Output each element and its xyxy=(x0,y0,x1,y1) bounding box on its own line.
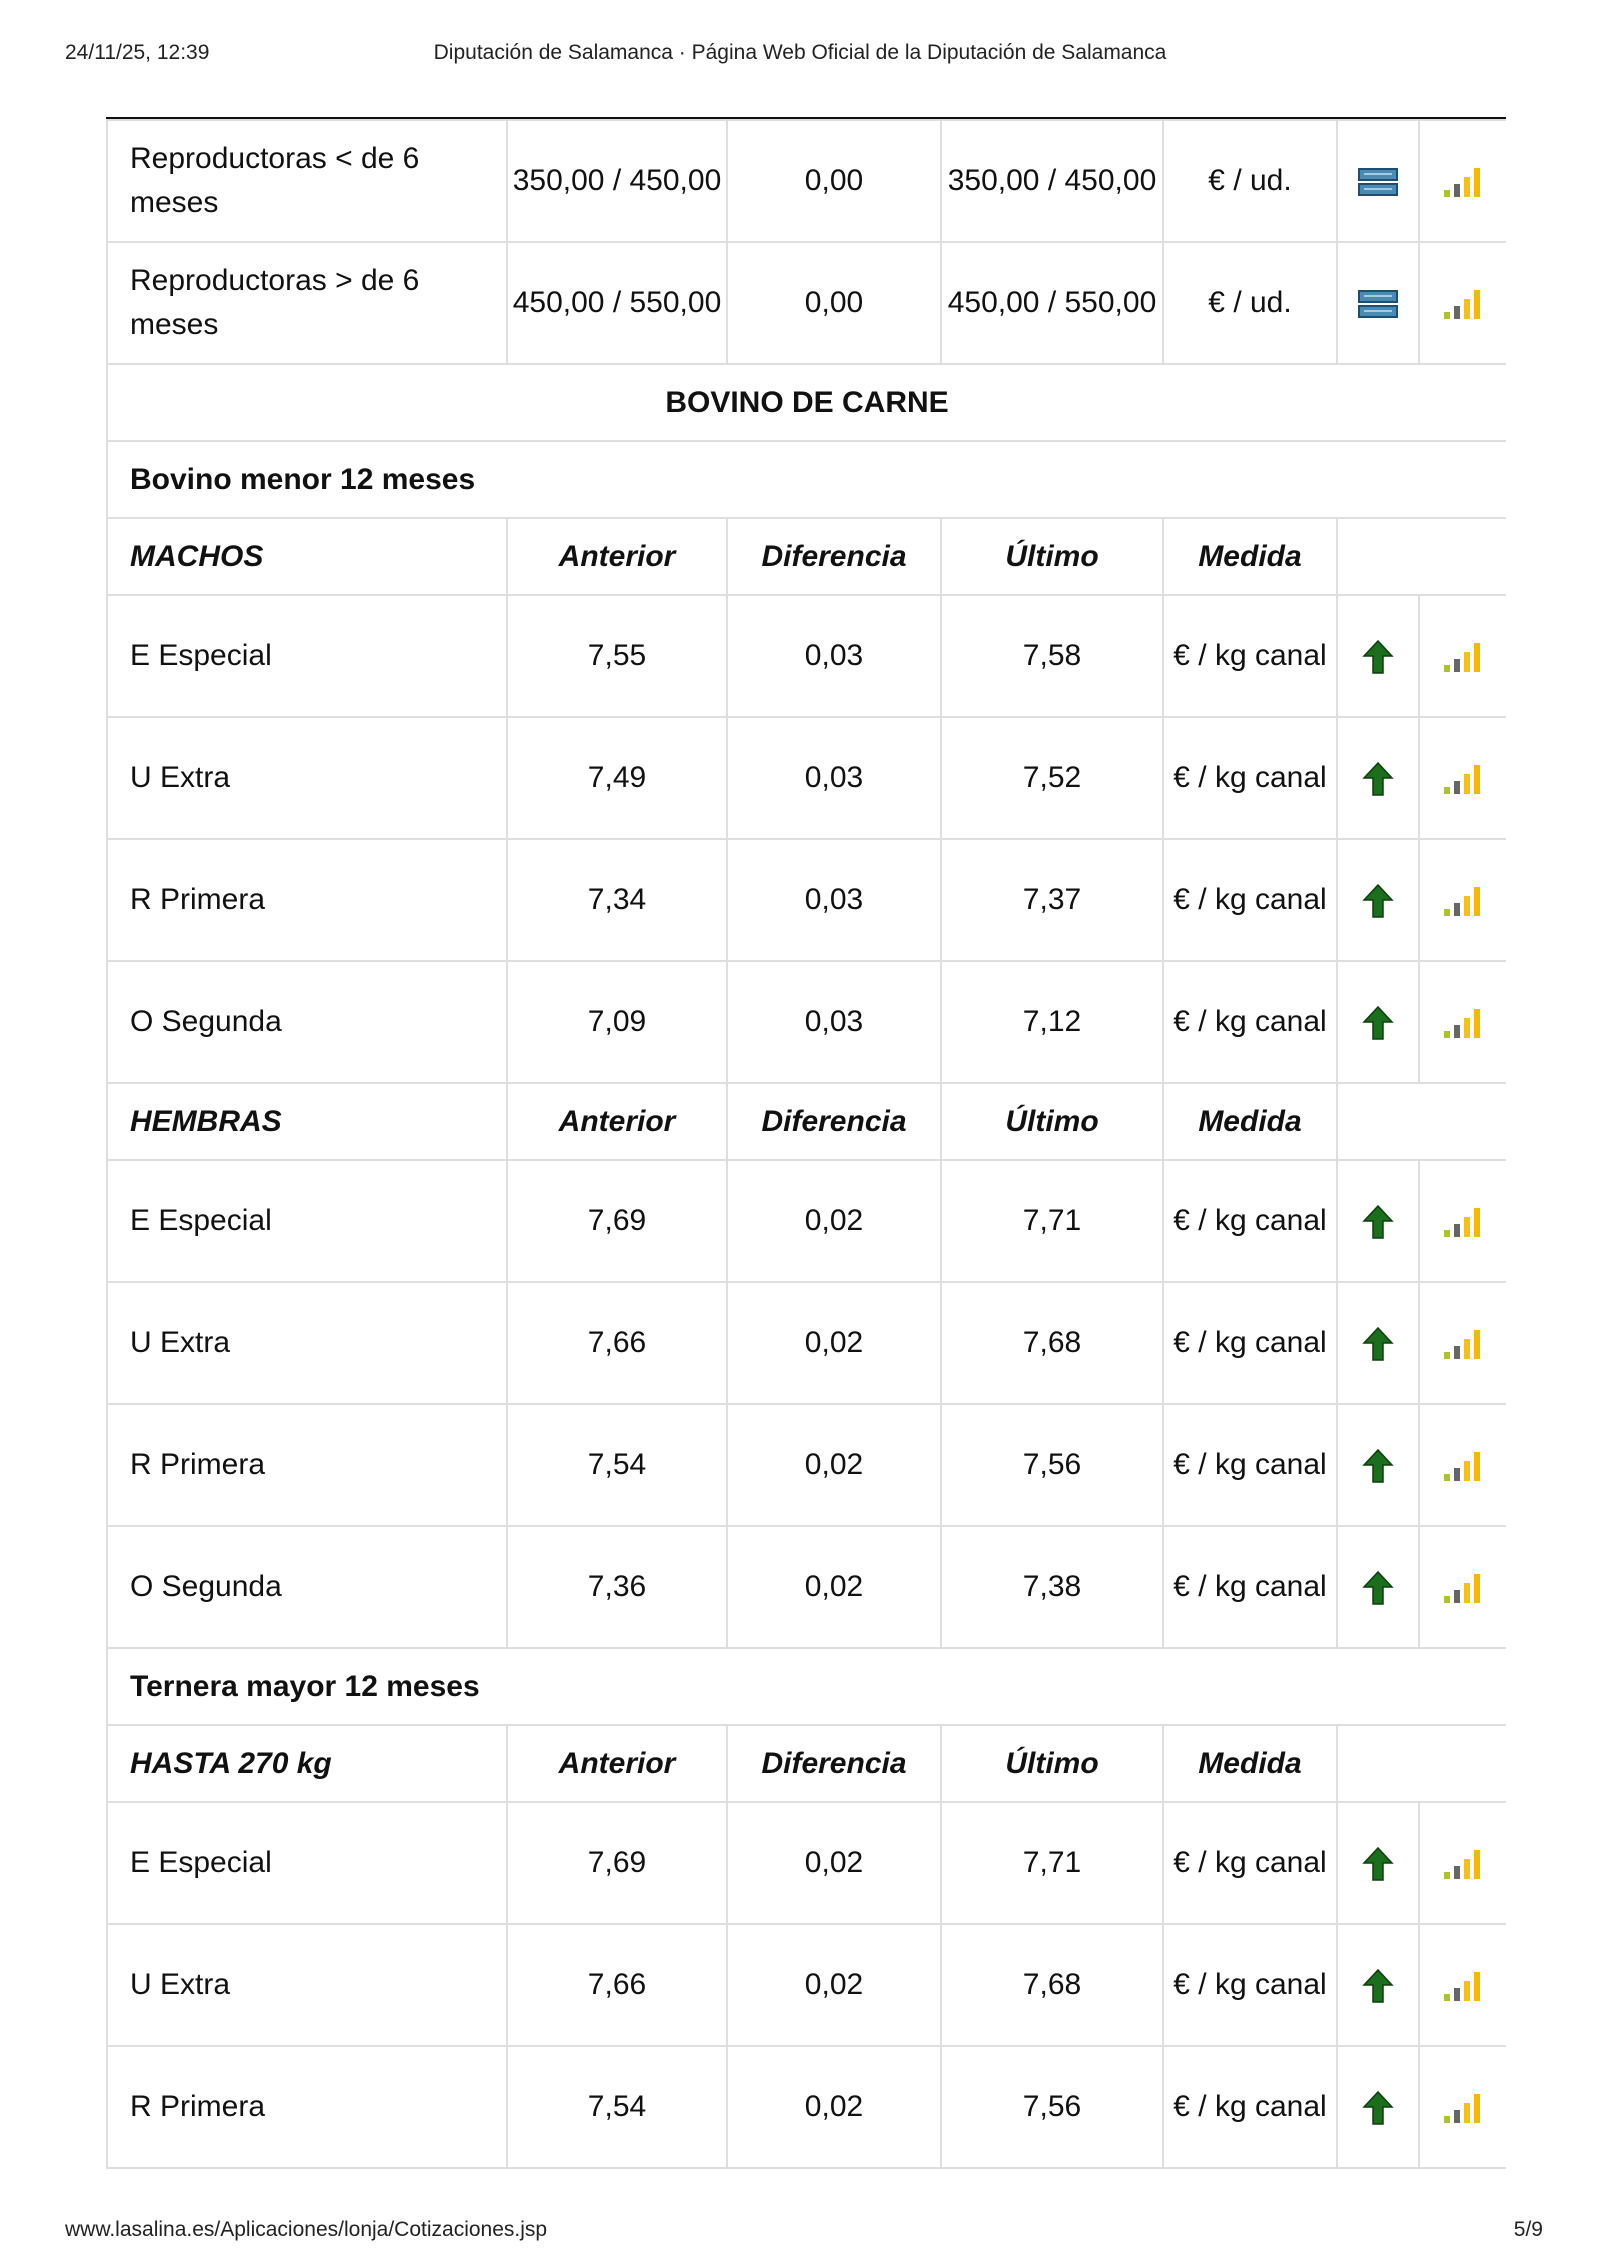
row-label: O Segunda xyxy=(107,1526,507,1648)
col-header-medida: Medida xyxy=(1163,1083,1337,1160)
bar-chart-icon[interactable] xyxy=(1443,1204,1483,1237)
table-row xyxy=(107,961,1506,1083)
anterior-value: 450,00 / 550,00 xyxy=(507,242,727,364)
up-arrow-icon xyxy=(1362,761,1394,794)
row-label: E Especial xyxy=(107,1160,507,1282)
up-arrow-icon xyxy=(1362,2090,1394,2123)
bar-chart-icon[interactable] xyxy=(1443,164,1483,197)
col-header-ultimo: Último xyxy=(941,1083,1163,1160)
table-row xyxy=(107,595,1506,717)
row-label: U Extra xyxy=(107,717,507,839)
up-arrow-icon xyxy=(1362,1005,1394,1038)
bar-chart-icon[interactable] xyxy=(1443,761,1483,794)
ultimo-value: 350,00 / 450,00 xyxy=(941,120,1163,242)
diferencia-value: 0,00 xyxy=(727,120,941,242)
table-row xyxy=(107,1160,1506,1282)
col-header-ultimo: Último xyxy=(941,1725,1163,1802)
ultimo-value: 7,12 xyxy=(941,961,1163,1083)
anterior-value: 7,54 xyxy=(507,2046,727,2168)
anterior-value: 7,69 xyxy=(507,1160,727,1282)
chart-cell[interactable] xyxy=(1419,1526,1506,1648)
diferencia-value: 0,02 xyxy=(727,1404,941,1526)
table-row xyxy=(107,2046,1506,2168)
column-header-row xyxy=(107,518,1506,595)
anterior-value: 350,00 / 450,00 xyxy=(507,120,727,242)
row-label: R Primera xyxy=(107,2046,507,2168)
col-header-diferencia: Diferencia xyxy=(727,1725,941,1802)
bar-chart-icon[interactable] xyxy=(1443,639,1483,672)
chart-cell[interactable] xyxy=(1419,595,1506,717)
medida-value: € / ud. xyxy=(1163,120,1337,242)
anterior-value: 7,09 xyxy=(507,961,727,1083)
trend-cell xyxy=(1337,961,1419,1083)
bar-chart-icon[interactable] xyxy=(1443,1448,1483,1481)
up-arrow-icon xyxy=(1362,1846,1394,1879)
row-label: R Primera xyxy=(107,1404,507,1526)
row-label: Reproductoras > de 6 meses xyxy=(107,242,507,364)
up-arrow-icon xyxy=(1362,1204,1394,1237)
ultimo-value: 7,68 xyxy=(941,1924,1163,2046)
table-row xyxy=(107,717,1506,839)
table-row xyxy=(107,242,1506,364)
column-header-row xyxy=(107,1725,1506,1802)
trend-cell xyxy=(1337,1924,1419,2046)
medida-value: € / kg canal xyxy=(1163,595,1337,717)
medida-value: € / kg canal xyxy=(1163,2046,1337,2168)
column-header-row xyxy=(107,1083,1506,1160)
bar-chart-icon[interactable] xyxy=(1443,286,1483,319)
trend-cell xyxy=(1337,1526,1419,1648)
print-page-number: 5/9 xyxy=(1513,2218,1543,2241)
section-row xyxy=(107,364,1506,441)
anterior-value: 7,69 xyxy=(507,1802,727,1924)
medida-value: € / kg canal xyxy=(1163,1924,1337,2046)
section-title: BOVINO DE CARNE xyxy=(107,364,1506,441)
anterior-value: 7,66 xyxy=(507,1924,727,2046)
trend-cell xyxy=(1337,839,1419,961)
up-arrow-icon xyxy=(1362,639,1394,672)
anterior-value: 7,34 xyxy=(507,839,727,961)
up-arrow-icon xyxy=(1362,1968,1394,2001)
trend-cell xyxy=(1337,242,1419,364)
table-row xyxy=(107,1404,1506,1526)
anterior-value: 7,49 xyxy=(507,717,727,839)
bar-chart-icon[interactable] xyxy=(1443,883,1483,916)
bar-chart-icon[interactable] xyxy=(1443,1570,1483,1603)
medida-value: € / kg canal xyxy=(1163,839,1337,961)
col-header-anterior: Anterior xyxy=(507,518,727,595)
bar-chart-icon[interactable] xyxy=(1443,2090,1483,2123)
anterior-value: 7,55 xyxy=(507,595,727,717)
col-header-anterior: Anterior xyxy=(507,1083,727,1160)
diferencia-value: 0,02 xyxy=(727,2046,941,2168)
diferencia-value: 0,03 xyxy=(727,961,941,1083)
chart-cell[interactable] xyxy=(1419,242,1506,364)
group-title: Bovino menor 12 meses xyxy=(107,441,1506,518)
ultimo-value: 450,00 / 550,00 xyxy=(941,242,1163,364)
chart-cell[interactable] xyxy=(1419,1160,1506,1282)
trend-cell xyxy=(1337,1802,1419,1924)
ultimo-value: 7,52 xyxy=(941,717,1163,839)
trend-cell xyxy=(1337,120,1419,242)
up-arrow-icon xyxy=(1362,883,1394,916)
diferencia-value: 0,02 xyxy=(727,1924,941,2046)
print-page-title: Diputación de Salamanca · Página Web Oficial de la Diputación de Salamanca xyxy=(433,41,1167,64)
table-row xyxy=(107,1526,1506,1648)
ultimo-value: 7,58 xyxy=(941,595,1163,717)
table-row xyxy=(107,1802,1506,1924)
medida-value: € / ud. xyxy=(1163,242,1337,364)
chart-cell[interactable] xyxy=(1419,717,1506,839)
bar-chart-icon[interactable] xyxy=(1443,1005,1483,1038)
anterior-value: 7,54 xyxy=(507,1404,727,1526)
col-header-empty xyxy=(1337,518,1506,595)
group-row xyxy=(107,1648,1506,1725)
subgroup-label: MACHOS xyxy=(107,518,507,595)
row-label: Reproductoras < de 6 meses xyxy=(107,120,507,242)
trend-cell xyxy=(1337,1160,1419,1282)
subgroup-label: HASTA 270 kg xyxy=(107,1725,507,1802)
chart-cell[interactable] xyxy=(1419,1802,1506,1924)
col-header-medida: Medida xyxy=(1163,518,1337,595)
col-header-empty xyxy=(1337,1083,1506,1160)
ultimo-value: 7,37 xyxy=(941,839,1163,961)
col-header-empty xyxy=(1337,1725,1506,1802)
quotes-table xyxy=(106,119,1506,2169)
medida-value: € / kg canal xyxy=(1163,1802,1337,1924)
anterior-value: 7,36 xyxy=(507,1526,727,1648)
col-header-medida: Medida xyxy=(1163,1725,1337,1802)
diferencia-value: 0,03 xyxy=(727,595,941,717)
diferencia-value: 0,03 xyxy=(727,717,941,839)
subgroup-label: HEMBRAS xyxy=(107,1083,507,1160)
diferencia-value: 0,02 xyxy=(727,1802,941,1924)
col-header-diferencia: Diferencia xyxy=(727,1083,941,1160)
row-label: E Especial xyxy=(107,595,507,717)
diferencia-value: 0,02 xyxy=(727,1282,941,1404)
print-url: www.lasalina.es/Aplicaciones/lonja/Cotizaciones.jsp xyxy=(65,2218,548,2241)
trend-cell xyxy=(1337,717,1419,839)
table-row xyxy=(107,1924,1506,2046)
diferencia-value: 0,03 xyxy=(727,839,941,961)
chart-cell[interactable] xyxy=(1419,120,1506,242)
chart-cell[interactable] xyxy=(1419,1404,1506,1526)
trend-cell xyxy=(1337,1282,1419,1404)
equal-trend-icon xyxy=(1358,286,1398,319)
ultimo-value: 7,38 xyxy=(941,1526,1163,1648)
trend-cell xyxy=(1337,595,1419,717)
bar-chart-icon[interactable] xyxy=(1443,1846,1483,1879)
chart-cell[interactable] xyxy=(1419,1282,1506,1404)
medida-value: € / kg canal xyxy=(1163,1526,1337,1648)
chart-cell[interactable] xyxy=(1419,961,1506,1083)
ultimo-value: 7,56 xyxy=(941,1404,1163,1526)
table-row xyxy=(107,839,1506,961)
row-label: U Extra xyxy=(107,1924,507,2046)
ultimo-value: 7,68 xyxy=(941,1282,1163,1404)
bar-chart-icon[interactable] xyxy=(1443,1326,1483,1359)
row-label: R Primera xyxy=(107,839,507,961)
trend-cell xyxy=(1337,2046,1419,2168)
col-header-diferencia: Diferencia xyxy=(727,518,941,595)
medida-value: € / kg canal xyxy=(1163,1282,1337,1404)
chart-cell[interactable] xyxy=(1419,2046,1506,2168)
group-row xyxy=(107,441,1506,518)
row-label: O Segunda xyxy=(107,961,507,1083)
chart-cell[interactable] xyxy=(1419,839,1506,961)
trend-cell xyxy=(1337,1404,1419,1526)
diferencia-value: 0,02 xyxy=(727,1160,941,1282)
ultimo-value: 7,56 xyxy=(941,2046,1163,2168)
medida-value: € / kg canal xyxy=(1163,717,1337,839)
diferencia-value: 0,00 xyxy=(727,242,941,364)
bar-chart-icon[interactable] xyxy=(1443,1968,1483,2001)
ultimo-value: 7,71 xyxy=(941,1160,1163,1282)
medida-value: € / kg canal xyxy=(1163,1160,1337,1282)
print-datetime: 24/11/25, 12:39 xyxy=(65,41,210,64)
up-arrow-icon xyxy=(1362,1326,1394,1359)
row-label: U Extra xyxy=(107,1282,507,1404)
group-title: Ternera mayor 12 meses xyxy=(107,1648,1506,1725)
up-arrow-icon xyxy=(1362,1570,1394,1603)
anterior-value: 7,66 xyxy=(507,1282,727,1404)
row-label: E Especial xyxy=(107,1802,507,1924)
up-arrow-icon xyxy=(1362,1448,1394,1481)
ultimo-value: 7,71 xyxy=(941,1802,1163,1924)
col-header-anterior: Anterior xyxy=(507,1725,727,1802)
col-header-ultimo: Último xyxy=(941,518,1163,595)
chart-cell[interactable] xyxy=(1419,1924,1506,2046)
medida-value: € / kg canal xyxy=(1163,1404,1337,1526)
quotes-table-wrapper xyxy=(106,119,1506,2203)
equal-trend-icon xyxy=(1358,164,1398,197)
diferencia-value: 0,02 xyxy=(727,1526,941,1648)
table-row xyxy=(107,120,1506,242)
medida-value: € / kg canal xyxy=(1163,961,1337,1083)
table-row xyxy=(107,1282,1506,1404)
